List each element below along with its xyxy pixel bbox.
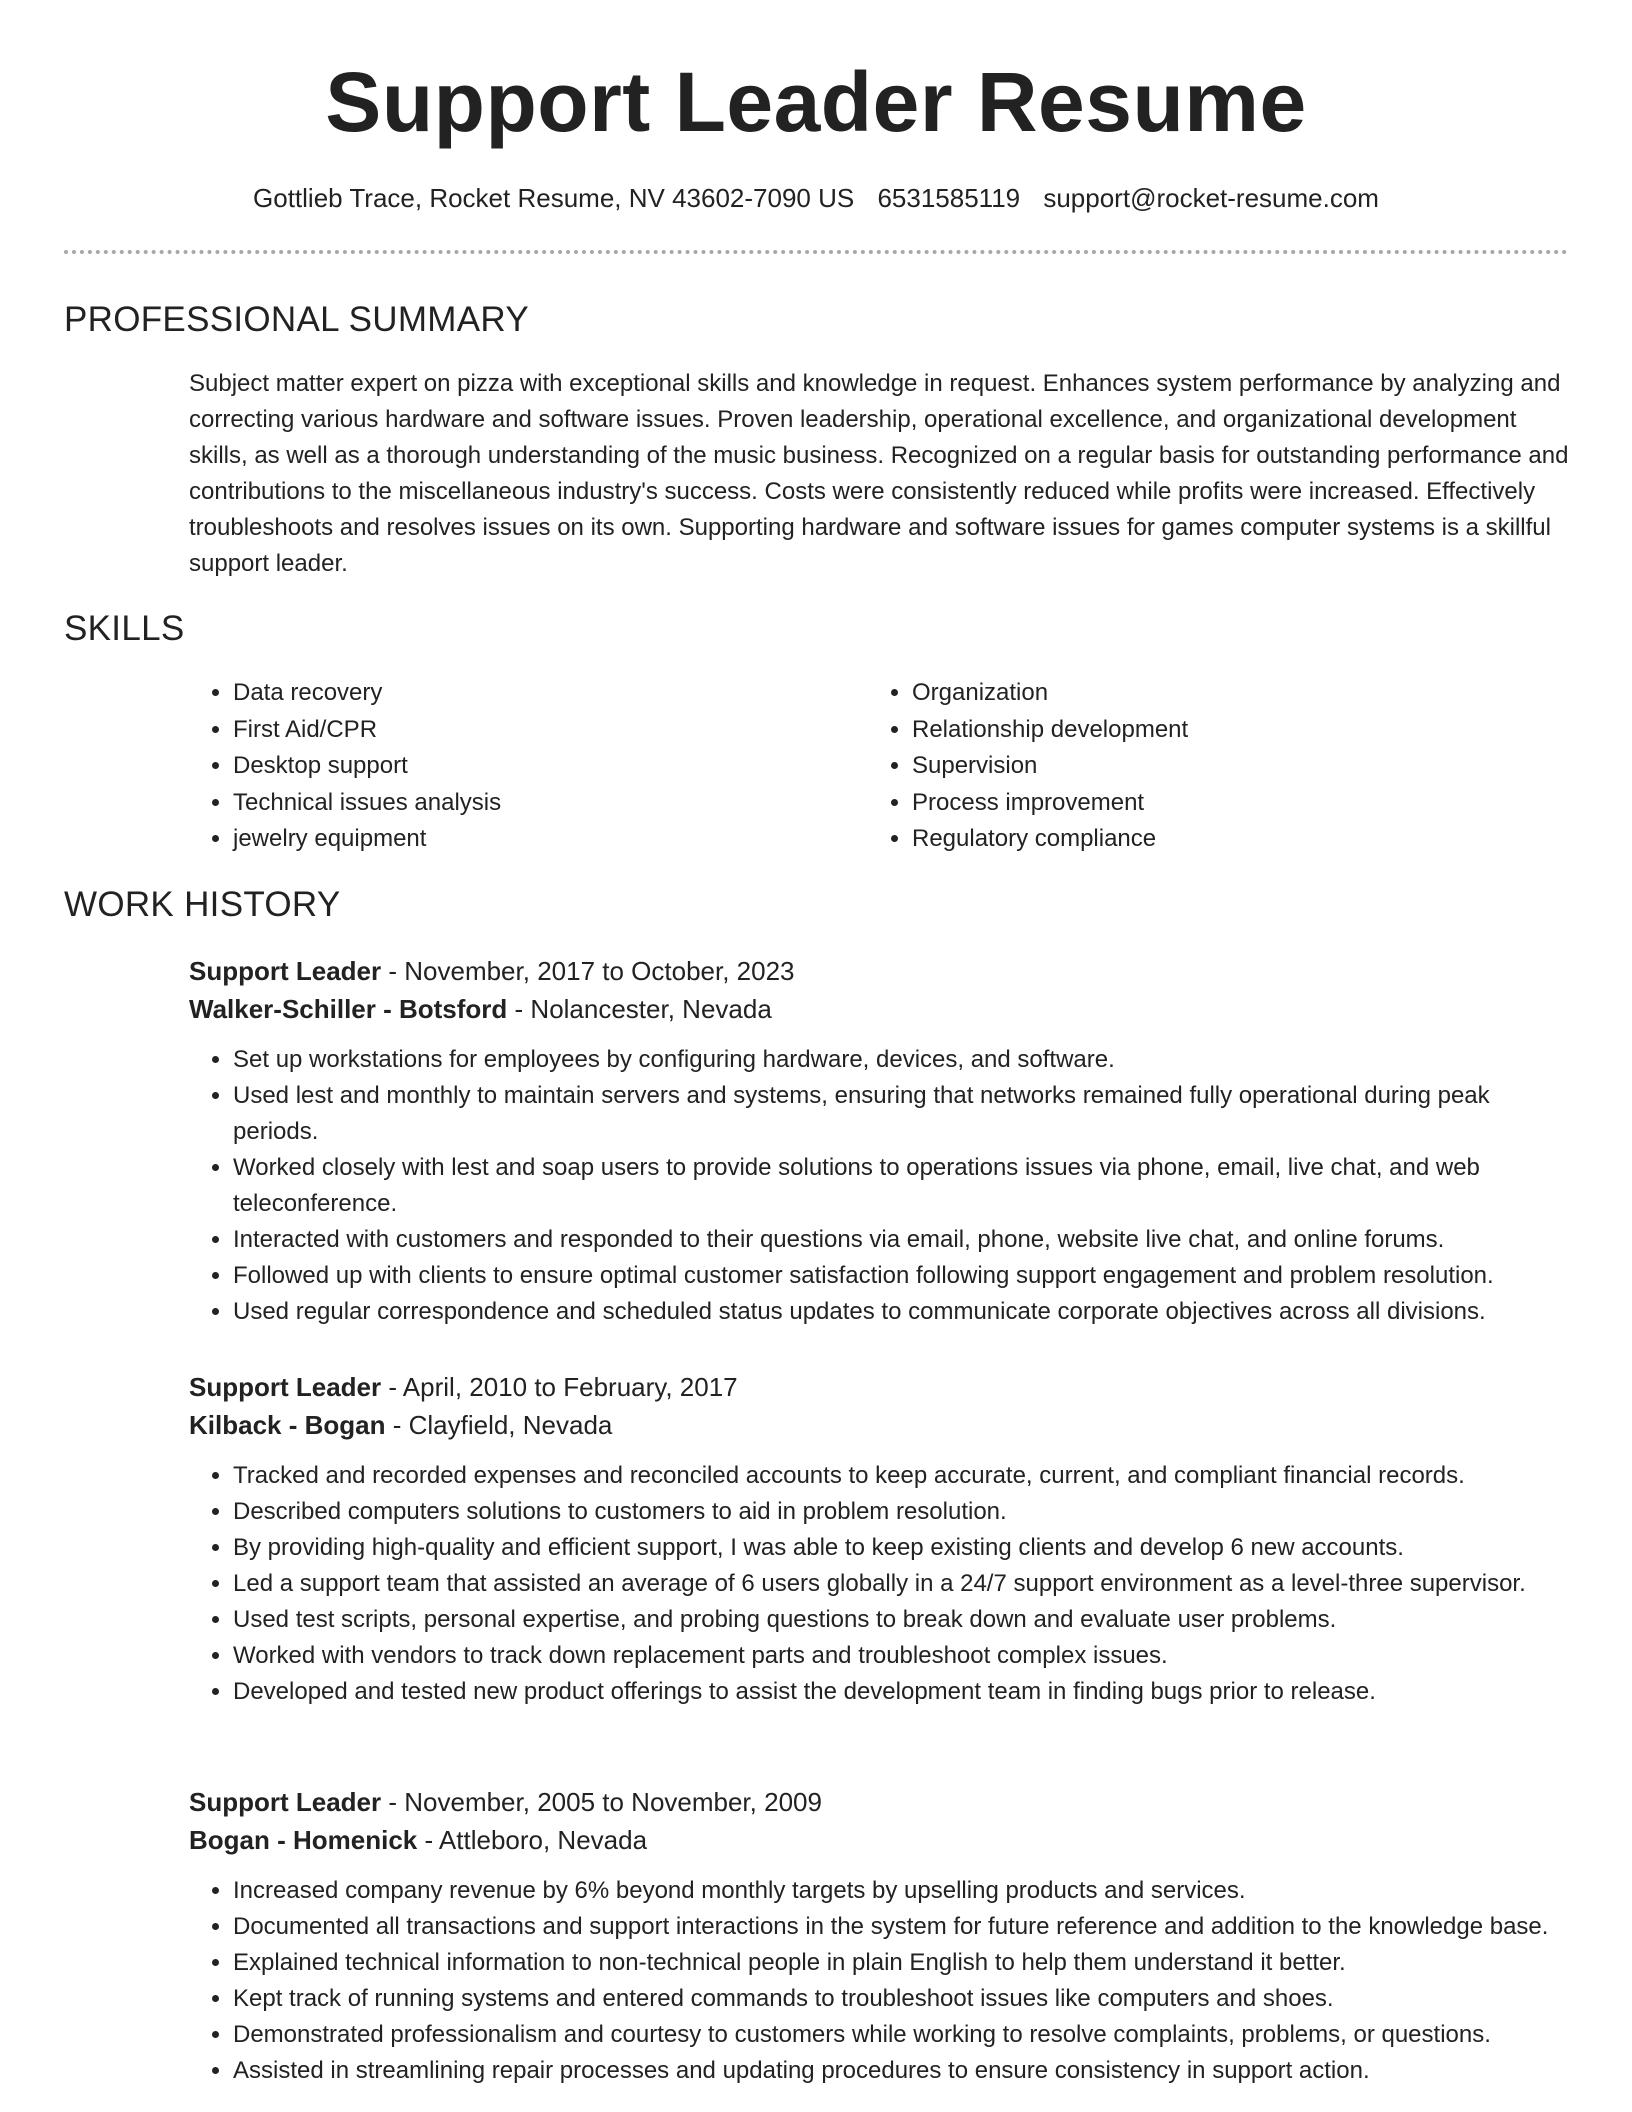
skills-column-right: [868, 675, 1508, 858]
contact-line: [64, 180, 1568, 216]
job-bullet: • Led a support team that assisted an average of 6 users globally in a 24/7 support environment as a level-three supervisor.: [233, 1566, 1569, 1602]
skill-item: • First Aid/CPR: [233, 712, 829, 749]
work-history-heading: WORK HISTORY: [64, 885, 341, 924]
job-bullet: • Used test scripts, personal expertise, and probing questions to break down and evaluate user problems.: [233, 1602, 1569, 1638]
skill-item: • Process improvement: [912, 785, 1508, 822]
header-divider: [64, 250, 1568, 254]
job-bullet: • Demonstrated professionalism and courtesy to customers while working to resolve complaints, problems, or questions.: [233, 2017, 1569, 2053]
skill-item: • Organization: [912, 675, 1508, 712]
job-location: - Attleboro, Nevada: [417, 1825, 648, 1855]
job-bullet: • Documented all transactions and support interactions in the system for future reference and addition to the knowledge base.: [233, 1909, 1569, 1945]
summary-text: Subject matter expert on pizza with exceptional skills and knowledge in request. Enhances system performance by analyzing and correcting various hardware and software issues. Proven leadership, operational excellence, and organizational development skills, as well as a thorough understanding of the music business. Recognized on a regular basis for outstanding performance and contributions to the miscellaneous industry's success. Costs were consistently reduced while profits were increased. Effectively troubleshoots and resolves issues on its own. Supporting hardware and software issues for games computer systems is a skillful support leader.: [189, 370, 1569, 577]
summary-section: [189, 366, 1569, 582]
job-bullet: • Interacted with customers and responded to their questions via email, phone, website live chat, and online forums.: [233, 1222, 1569, 1258]
job-bullet: • Explained technical information to non-technical people in plain English to help them understand it better.: [233, 1945, 1569, 1981]
contact-phone: 6531585119: [877, 183, 1021, 213]
job-company: Bogan - Homenick: [189, 1825, 418, 1855]
job-role-line: [189, 1783, 1569, 1821]
job-location: - Nolancester, Nevada: [507, 994, 772, 1024]
contact-email: support@rocket-resume.com: [1043, 183, 1379, 213]
job-dates: - November, 2005 to November, 2009: [381, 1787, 822, 1817]
job-bullet: • Worked closely with lest and soap users to provide solutions to operations issues via phone, email, live chat, and web teleconference.: [233, 1150, 1569, 1222]
skill-item: • Regulatory compliance: [912, 821, 1508, 858]
skill-item: • Technical issues analysis: [233, 785, 829, 822]
job-company: Kilback - Bogan: [189, 1410, 386, 1440]
job-bullet: • Assisted in streamlining repair processes and updating procedures to ensure consistency in support action.: [233, 2053, 1569, 2089]
skill-item: • Data recovery: [233, 675, 829, 712]
job-bullets: [189, 1458, 1569, 1710]
skill-item: • Supervision: [912, 748, 1508, 785]
job-role: Support Leader: [189, 1372, 382, 1402]
job-bullet: • Kept track of running systems and entered commands to troubleshoot issues like computers and shoes.: [233, 1981, 1569, 2017]
job-location: - Clayfield, Nevada: [385, 1410, 613, 1440]
job-bullet: • Worked with vendors to track down replacement parts and troubleshoot complex issues.: [233, 1638, 1569, 1674]
skill-item: • Desktop support: [233, 748, 829, 785]
job-bullet: • Developed and tested new product offerings to assist the development team in finding bugs prior to release.: [233, 1674, 1569, 1710]
job-bullet: • Increased company revenue by 6% beyond monthly targets by upselling products and services.: [233, 1873, 1569, 1909]
job-entry: [189, 1783, 1569, 2089]
contact-address: Gottlieb Trace, Rocket Resume, NV 43602-7090 US: [253, 183, 855, 213]
job-bullets: [189, 1042, 1569, 1330]
job-company-line: [189, 1821, 1569, 1859]
job-company: Walker-Schiller - Botsford: [189, 994, 508, 1024]
skills-heading: SKILLS: [64, 609, 185, 648]
job-entry: [189, 1368, 1569, 1710]
job-bullet: • By providing high-quality and efficient support, I was able to keep existing clients and develop 6 new accounts.: [233, 1530, 1569, 1566]
job-bullets: [189, 1873, 1569, 2089]
job-role: Support Leader: [189, 1787, 382, 1817]
job-role: Support Leader: [189, 956, 382, 986]
job-company-line: [189, 1406, 1569, 1444]
skill-item: • jewelry equipment: [233, 821, 829, 858]
job-bullet: • Followed up with clients to ensure optimal customer satisfaction following support engagement and problem resolution.: [233, 1258, 1569, 1294]
job-entry: [189, 952, 1569, 1330]
job-dates: - November, 2017 to October, 2023: [381, 956, 795, 986]
skills-list-right: [868, 675, 1508, 858]
resume-title: Support Leader Resume: [325, 55, 1307, 149]
skills-column-left: [189, 675, 829, 858]
job-role-line: [189, 952, 1569, 990]
job-bullet: • Used regular correspondence and scheduled status updates to communicate corporate objectives across all divisions.: [233, 1294, 1569, 1330]
job-bullet: • Used lest and monthly to maintain servers and systems, ensuring that networks remained fully operational during peak periods.: [233, 1078, 1569, 1150]
job-bullet: • Tracked and recorded expenses and reconciled accounts to keep accurate, current, and compliant financial records.: [233, 1458, 1569, 1494]
job-role-line: [189, 1368, 1569, 1406]
job-company-line: [189, 990, 1569, 1028]
skill-item: • Relationship development: [912, 712, 1508, 749]
summary-heading: PROFESSIONAL SUMMARY: [64, 300, 529, 339]
skills-list-left: [189, 675, 829, 858]
job-bullet: • Described computers solutions to customers to aid in problem resolution.: [233, 1494, 1569, 1530]
job-dates: - April, 2010 to February, 2017: [381, 1372, 738, 1402]
job-bullet: • Set up workstations for employees by configuring hardware, devices, and software.: [233, 1042, 1569, 1078]
